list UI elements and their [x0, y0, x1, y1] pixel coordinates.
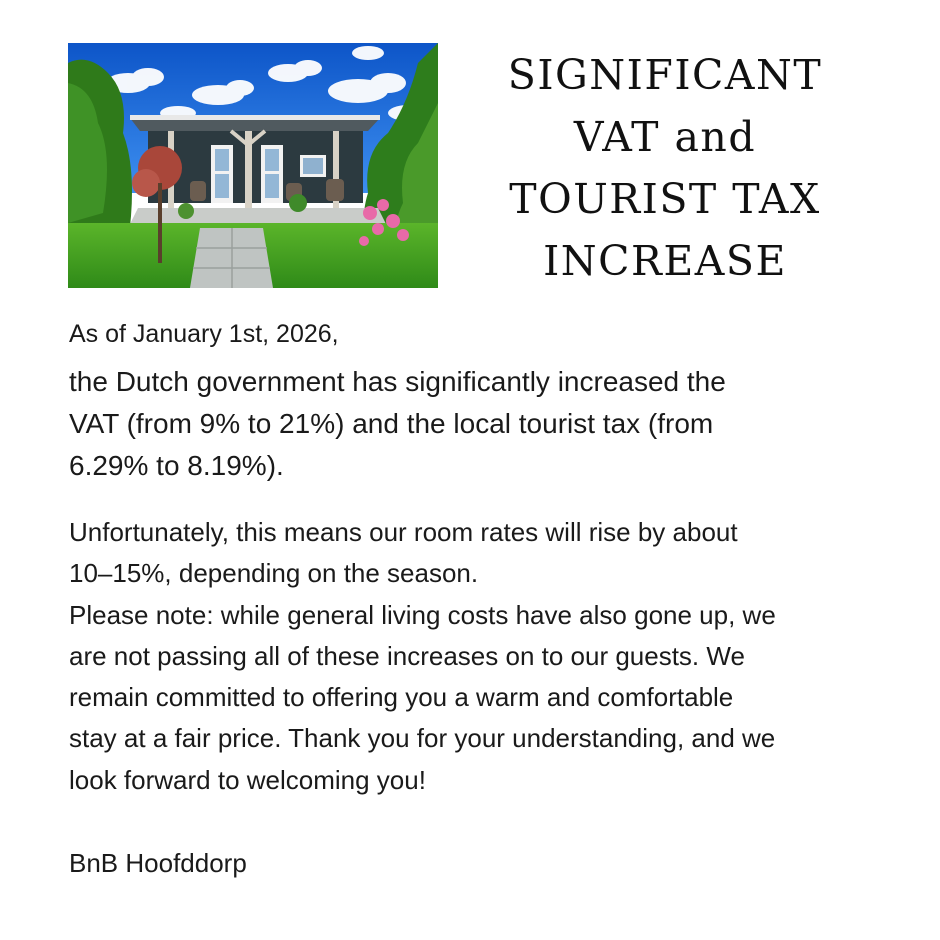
paragraph-line: Unfortunately, this means our room rates will rise by about: [69, 517, 738, 547]
paragraph-line: Please note: while general living costs have also gone up, we: [69, 599, 776, 630]
paragraph-line: stay at a fair price. Thank you for your understanding, and we: [69, 723, 776, 754]
paragraph-line: 10–15%, depending on the season.: [69, 558, 479, 589]
headline-line: SIGNIFICANT: [507, 51, 823, 99]
signature: BnB Hoofddorp: [69, 848, 247, 878]
headline-line: INCREASE: [543, 237, 787, 285]
garden-cabin-photo: [68, 43, 438, 288]
paragraph-line: look forward to welcoming you!: [69, 764, 426, 795]
paragraph-line: the Dutch government has significantly increased the: [69, 366, 726, 397]
headline-line: VAT and: [573, 113, 757, 161]
paragraph-line: are not passing all of these increases on to our guests. We: [69, 640, 745, 671]
effective-date-line: As of January 1st, 2026,: [69, 320, 339, 348]
paragraph-line: VAT (from 9% to 21%) and the local tourist tax (from: [69, 408, 714, 439]
headline: [480, 44, 850, 292]
paragraph-line: remain committed to offering you a warm and comfortable: [69, 682, 734, 713]
tax-increase-paragraph: [69, 361, 859, 487]
rate-notice-paragraph: [69, 512, 889, 801]
headline-line: TOURIST TAX: [509, 175, 821, 223]
paragraph-line: 6.29% to 8.19%).: [69, 450, 284, 481]
